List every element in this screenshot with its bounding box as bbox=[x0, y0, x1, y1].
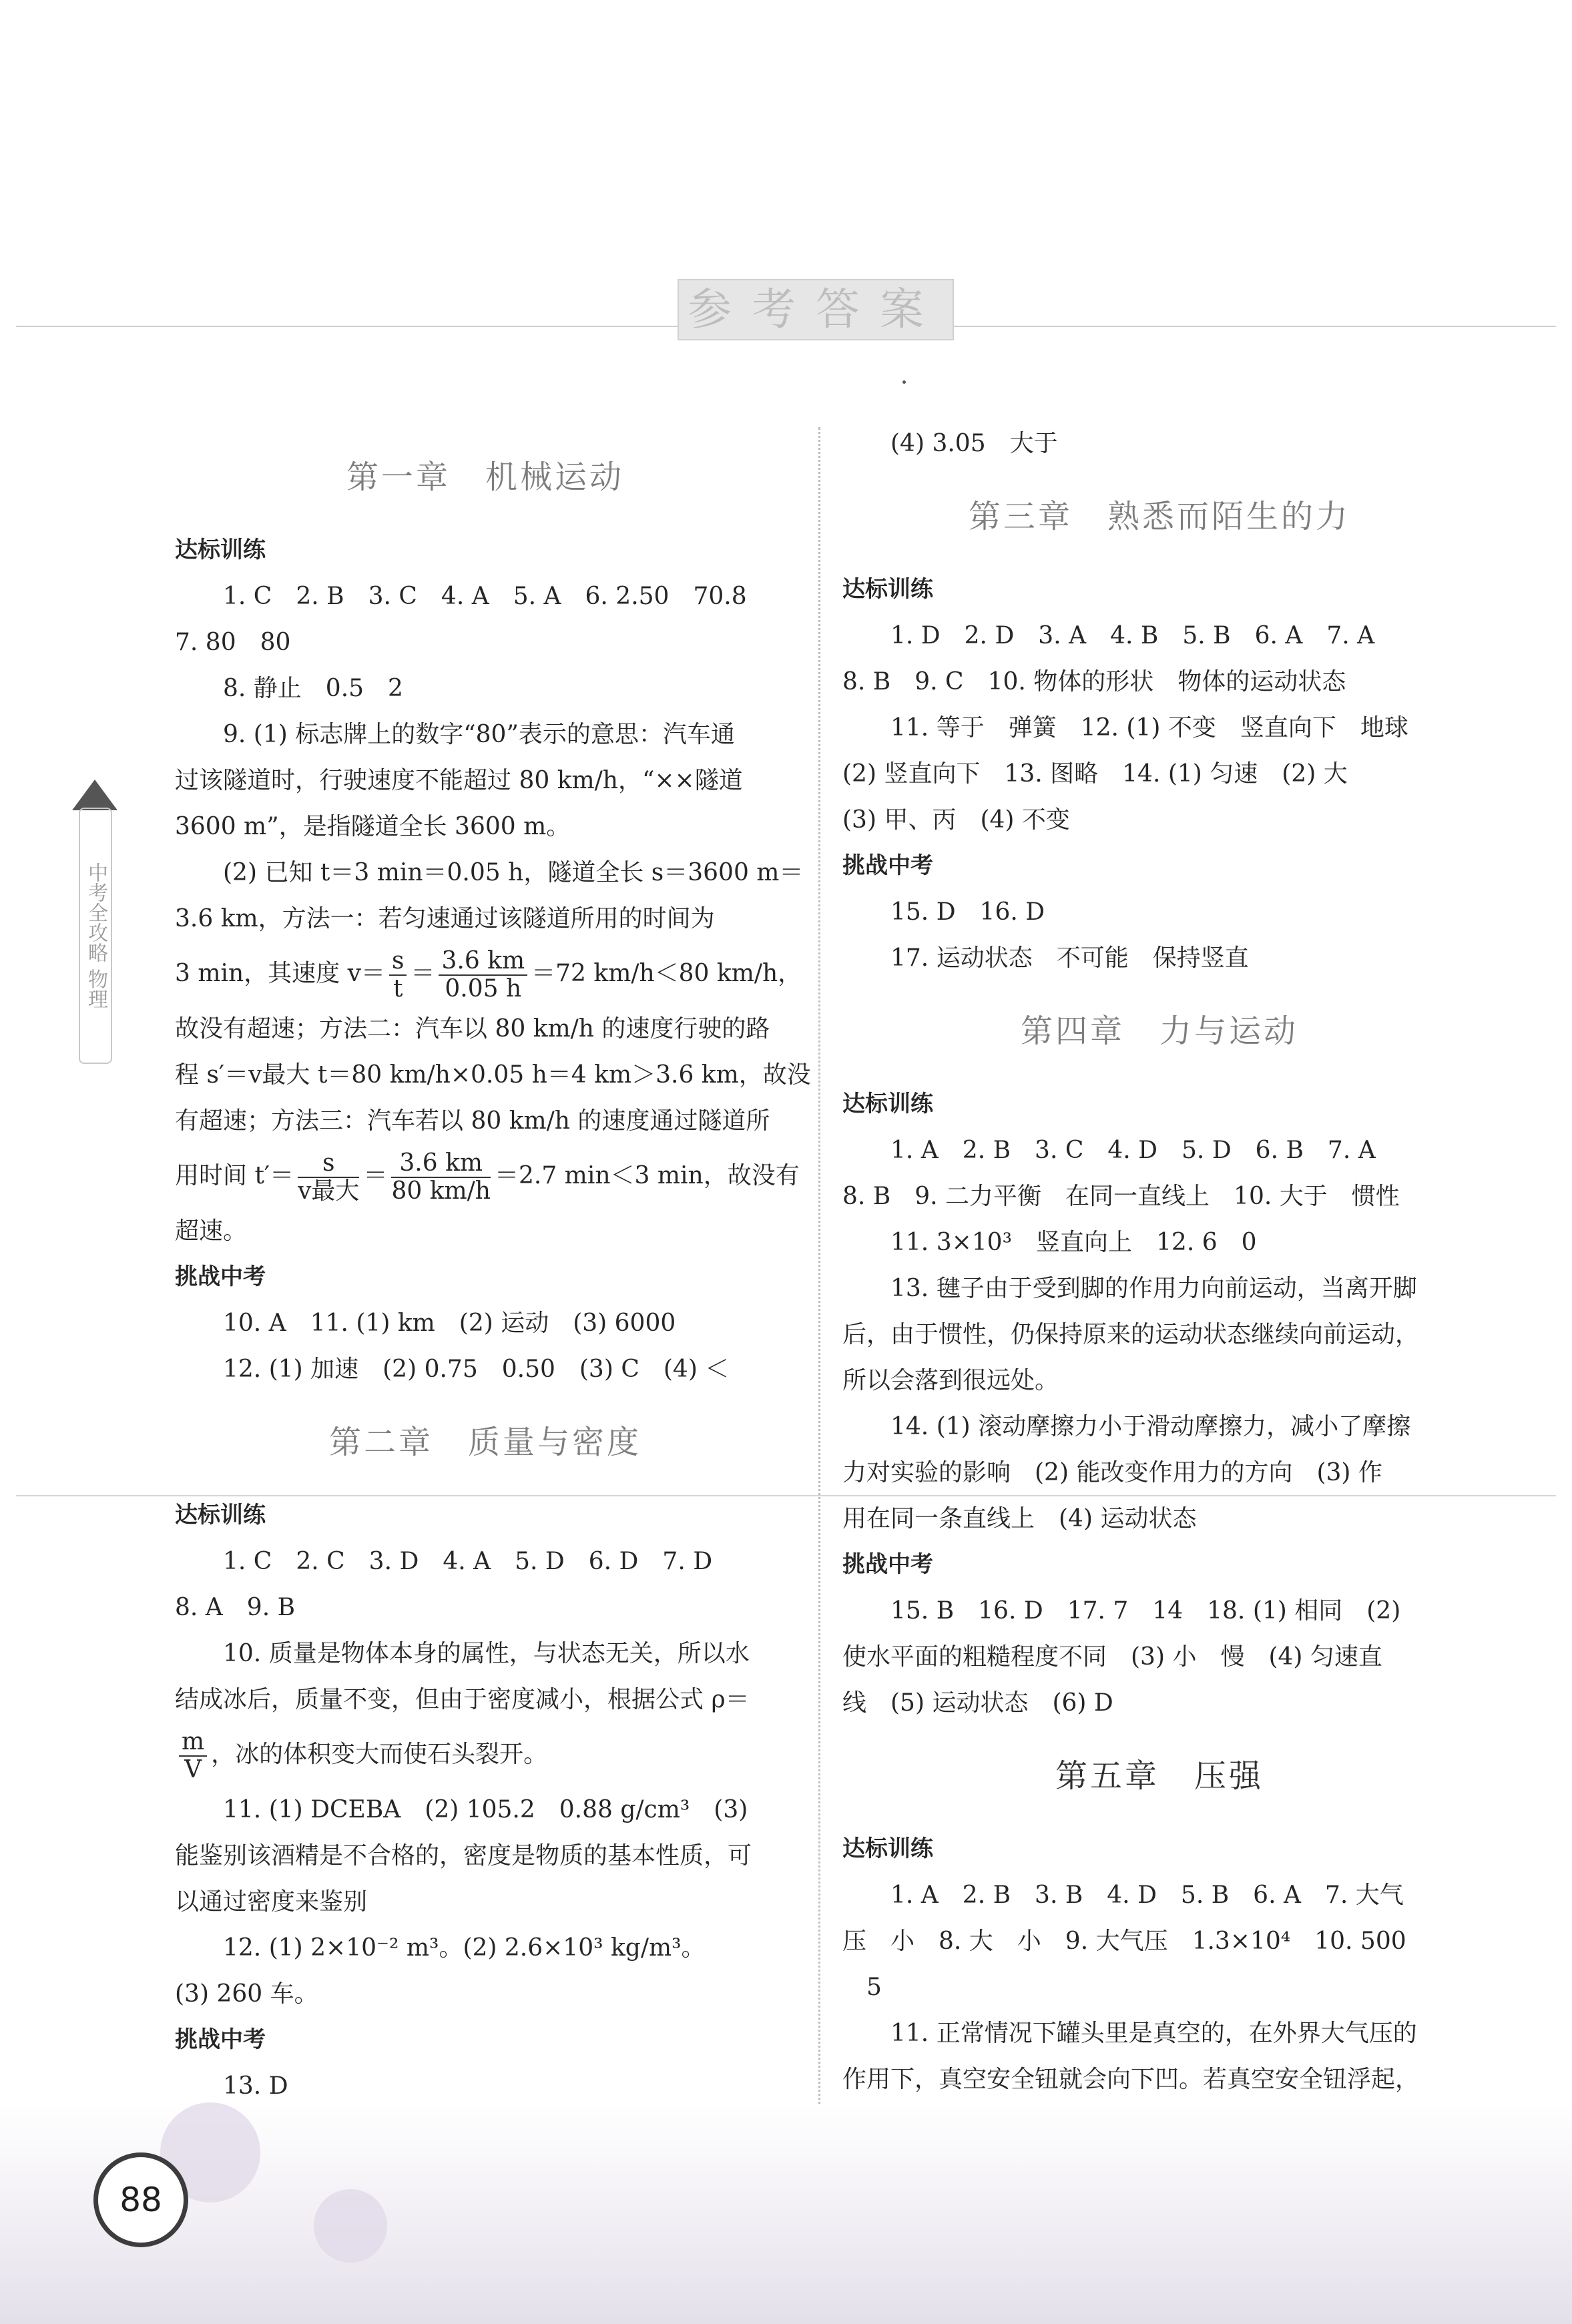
answer-line: 3.6 km，方法一：若匀速通过该隧道所用的时间为 bbox=[175, 905, 715, 932]
section-heading: 达标训练 bbox=[175, 1502, 266, 1528]
fraction bbox=[439, 948, 527, 1002]
fraction-denominator: 0.05 h bbox=[445, 975, 522, 1002]
chapter-heading: 第五章 压强 bbox=[1055, 1757, 1264, 1795]
chapter-heading: 第二章 质量与密度 bbox=[328, 1424, 641, 1461]
answer-line: 后，由于惯性，仍保持原来的运动状态继续向前运动， bbox=[842, 1321, 1420, 1348]
formula-text: ＝ bbox=[411, 960, 435, 987]
section-heading: 挑战中考 bbox=[175, 2026, 266, 2053]
answer-line: 11. (1) DCEBA (2) 105.2 0.88 g/cm³ (3) bbox=[223, 1796, 748, 1823]
answer-line: 过该隧道时，行驶速度不能超过 80 km/h，“××隧道 bbox=[175, 767, 743, 794]
answer-line: 12. (1) 2×10⁻² m³。(2) 2.6×10³ kg/m³。 bbox=[223, 1934, 706, 1962]
answer-line: 1. A 2. B 3. B 4. D 5. B 6. A 7. 大气 bbox=[890, 1881, 1404, 1909]
answer-line: (2) 竖直向下 13. 图略 14. (1) 匀速 (2) 大 bbox=[842, 760, 1348, 788]
fraction-numerator: 3.6 km bbox=[439, 948, 527, 976]
fraction-numerator: s bbox=[298, 1150, 359, 1178]
fraction-numerator: m bbox=[179, 1729, 207, 1757]
fraction-denominator: V bbox=[184, 1756, 202, 1783]
answer-line: 压 小 8. 大 小 9. 大气压 1.3×10⁴ 10. 500 bbox=[842, 1928, 1406, 1955]
section-heading: 达标训练 bbox=[175, 537, 266, 563]
answer-line: 10. A 11. (1) km (2) 运动 (3) 6000 bbox=[223, 1310, 676, 1337]
chapter-heading: 第四章 力与运动 bbox=[1020, 1012, 1298, 1050]
chapter-heading: 第三章 熟悉而陌生的力 bbox=[968, 498, 1350, 535]
answer-line-formula bbox=[175, 1144, 800, 1208]
answer-line: 作用下，真空安全钮就会向下凹。若真空安全钮浮起， bbox=[842, 2066, 1420, 2093]
answer-line: 1. D 2. D 3. A 4. B 5. B 6. A 7. A bbox=[890, 622, 1375, 649]
answer-line: (3) 甲、丙 (4) 不变 bbox=[842, 806, 1070, 834]
answer-line: 11. 等于 弹簧 12. (1) 不变 竖直向下 地球 bbox=[890, 714, 1408, 742]
page-number: 88 bbox=[93, 2152, 188, 2247]
fraction bbox=[298, 1150, 359, 1205]
decorative-dot bbox=[902, 380, 906, 384]
section-heading: 达标训练 bbox=[842, 1091, 933, 1117]
answer-line: 有超速；方法三：汽车若以 80 km/h 的速度通过隧道所 bbox=[175, 1107, 770, 1135]
section-heading: 达标训练 bbox=[842, 576, 933, 603]
answer-line-formula bbox=[175, 1723, 796, 1787]
fraction bbox=[391, 1150, 491, 1205]
formula-text: ＝2.7 min＜3 min，故没有 bbox=[494, 1162, 800, 1189]
answer-line: 3600 m”，是指隧道全长 3600 m。 bbox=[175, 813, 571, 840]
answer-line: 超速。 bbox=[175, 1217, 248, 1245]
answer-line-formula bbox=[175, 942, 802, 1006]
fraction bbox=[179, 1729, 207, 1783]
formula-text: 用时间 t′＝ bbox=[175, 1162, 294, 1189]
answer-line: 13. 毽子由于受到脚的作用力向前运动，当离开脚 bbox=[890, 1275, 1417, 1302]
formula-text: ＝72 km/h＜80 km/h， bbox=[531, 960, 802, 987]
answer-line: 10. 质量是物体本身的属性，与状态无关，所以水 bbox=[223, 1640, 750, 1667]
section-heading: 挑战中考 bbox=[842, 1551, 933, 1578]
answer-line: 8. B 9. C 10. 物体的形状 物体的运动状态 bbox=[842, 668, 1346, 695]
answer-line: 能鉴别该酒精是不合格的，密度是物质的基本性质，可 bbox=[175, 1842, 752, 1869]
answer-line: 程 s′＝v最大 t＝80 km/h×0.05 h＝4 km＞3.6 km，故没 bbox=[175, 1061, 811, 1089]
formula-text: 3 min，其速度 v＝ bbox=[175, 960, 385, 987]
answer-line: 力对实验的影响 (2) 能改变作用力的方向 (3) 作 bbox=[842, 1459, 1382, 1486]
answer-line: 9. (1) 标志牌上的数字“80”表示的意思：汽车通 bbox=[223, 721, 735, 748]
answer-line: 线 (5) 运动状态 (6) D bbox=[842, 1689, 1113, 1717]
section-heading: 挑战中考 bbox=[175, 1263, 266, 1290]
formula-text: ，冰的体积变大而使石头裂开。 bbox=[211, 1741, 548, 1768]
answer-line: 用在同一条直线上 (4) 运动状态 bbox=[842, 1505, 1197, 1532]
right-answer-column bbox=[842, 420, 1477, 2148]
chapter-heading: 第一章 机械运动 bbox=[346, 459, 624, 496]
fraction bbox=[389, 948, 407, 1002]
answer-line: 1. C 2. B 3. C 4. A 5. A 6. 2.50 70.8 bbox=[223, 583, 747, 610]
answer-line: (2) 已知 t＝3 min＝0.05 h，隧道全长 s＝3600 m＝ bbox=[223, 859, 804, 886]
answer-line: 8. 静止 0.5 2 bbox=[223, 675, 403, 702]
fraction-denominator: t bbox=[392, 975, 403, 1002]
answer-line: 12. (1) 加速 (2) 0.75 0.50 (3) C (4) ＜ bbox=[223, 1356, 730, 1383]
answer-line: 1. C 2. C 3. D 4. A 5. D 6. D 7. D bbox=[223, 1548, 713, 1575]
fraction-denominator: v最大 bbox=[298, 1177, 360, 1205]
answer-line: 所以会落到很远处。 bbox=[842, 1367, 1059, 1394]
answer-line: 5 bbox=[842, 1974, 882, 2001]
answer-line: 17. 运动状态 不可能 保持竖直 bbox=[890, 944, 1249, 972]
answer-line: (4) 3.05 大于 bbox=[890, 430, 1058, 457]
answer-line: 使水平面的粗糙程度不同 (3) 小 慢 (4) 匀速直 bbox=[842, 1643, 1382, 1671]
answer-line: (3) 260 车。 bbox=[175, 1980, 318, 2008]
answer-line: 7. 80 80 bbox=[175, 629, 291, 656]
answer-line: 故没有超速；方法二：汽车以 80 km/h 的速度行驶的路 bbox=[175, 1015, 770, 1043]
answer-line: 11. 3×10³ 竖直向上 12. 6 0 bbox=[890, 1229, 1257, 1256]
answer-line: 15. B 16. D 17. 7 14 18. (1) 相同 (2) bbox=[890, 1597, 1401, 1625]
answer-line: 结成冰后，质量不变，但由于密度减小，根据公式 ρ＝ bbox=[175, 1686, 750, 1713]
answer-line: 14. (1) 滚动摩擦力小于滑动摩擦力，减小了摩擦 bbox=[890, 1413, 1411, 1440]
page-title: 参考答案 bbox=[678, 279, 954, 340]
answer-line: 15. D 16. D bbox=[890, 898, 1045, 926]
fraction-numerator: 3.6 km bbox=[391, 1150, 491, 1178]
formula-text: ＝ bbox=[363, 1162, 388, 1189]
answer-line: 13. D bbox=[223, 2072, 288, 2100]
flower-decoration bbox=[314, 2189, 387, 2263]
column-divider bbox=[818, 427, 820, 2229]
sidebar-book-label: 中考全攻略 物理 bbox=[79, 808, 112, 1064]
fraction-denominator: 80 km/h bbox=[391, 1177, 491, 1205]
sidebar-pyramid-icon bbox=[72, 780, 117, 810]
answer-line: 1. A 2. B 3. C 4. D 5. D 6. B 7. A bbox=[890, 1137, 1376, 1164]
answer-line: 11. 正常情况下罐头里是真空的，在外界大气压的 bbox=[890, 2020, 1417, 2047]
answer-line: 以通过密度来鉴别 bbox=[175, 1888, 368, 1916]
section-heading: 达标训练 bbox=[842, 1835, 933, 1862]
answer-line: 8. B 9. 二力平衡 在同一直线上 10. 大于 惯性 bbox=[842, 1183, 1400, 1210]
section-heading: 挑战中考 bbox=[842, 852, 933, 879]
fraction-numerator: s bbox=[389, 948, 407, 976]
answer-line: 8. A 9. B bbox=[175, 1594, 296, 1621]
left-answer-column bbox=[175, 427, 811, 2155]
